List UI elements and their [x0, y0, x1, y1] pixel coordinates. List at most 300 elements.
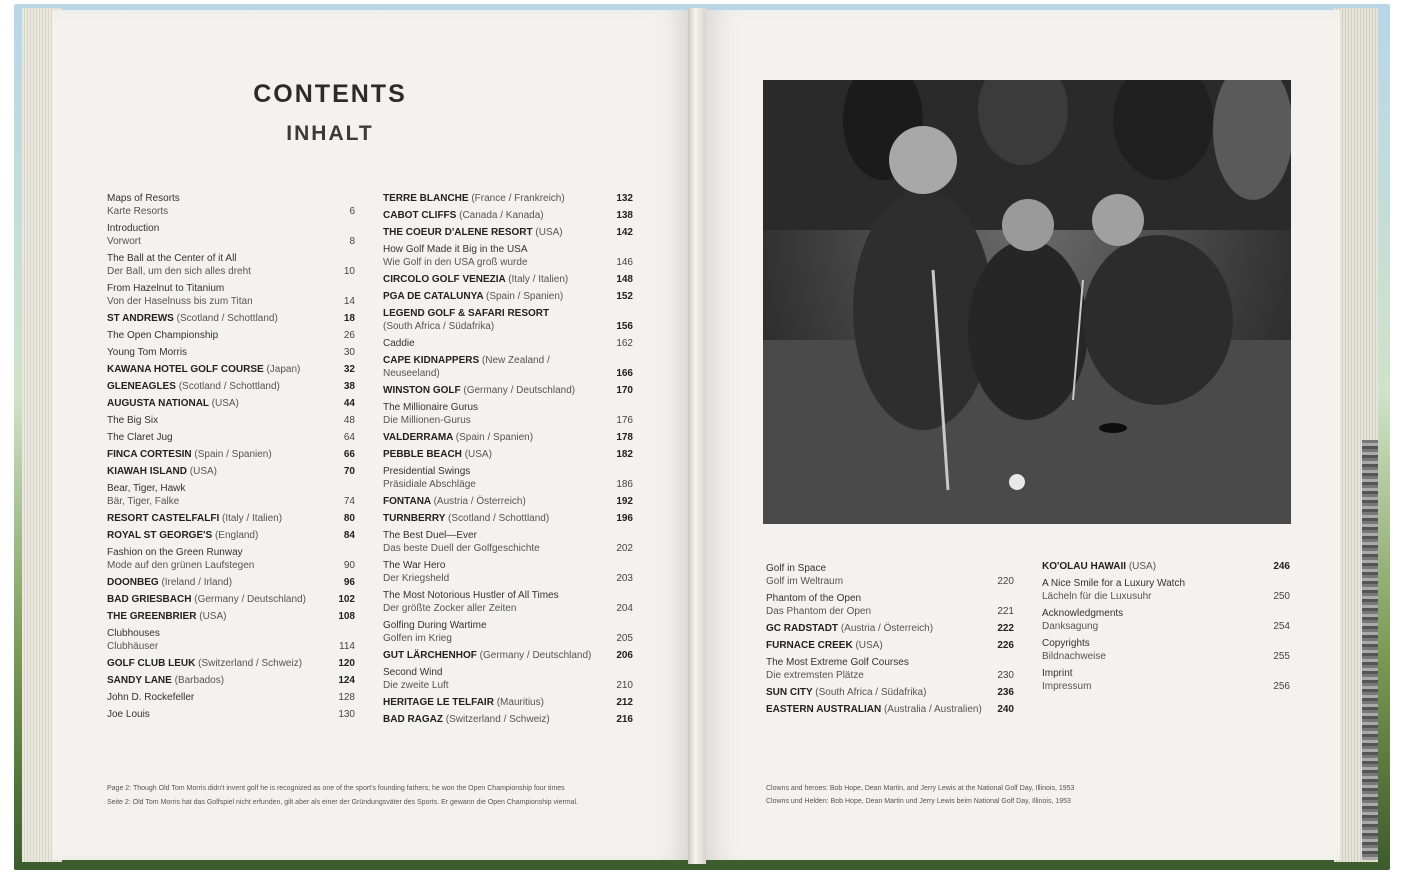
- toc-entry-title-text: Joe Louis: [107, 709, 150, 720]
- toc-page-number: 186: [616, 479, 633, 490]
- toc-entry: [1042, 577, 1290, 603]
- toc-entry-title-text: HERITAGE LE TELFAIR: [383, 697, 494, 708]
- toc-page-number: 124: [338, 675, 355, 686]
- toc-entry-title-text: The Open Championship: [107, 330, 219, 341]
- toc-entry-text: [383, 290, 633, 303]
- toc-entry-title-text: Maps of Resorts: [107, 193, 180, 204]
- toc-entry-subtitle: Der größte Zocker aller Zeiten: [383, 603, 517, 614]
- toc-entry: [107, 431, 355, 444]
- toc-entry-title: [383, 448, 601, 461]
- toc-entry: [107, 546, 355, 572]
- toc-entry-text: [383, 337, 633, 350]
- toc-entry-text: [1042, 667, 1290, 693]
- toc-entry: [1042, 560, 1290, 573]
- toc-page-number: 240: [997, 704, 1014, 715]
- toc-entry-country: (Australia / Australien): [883, 704, 982, 715]
- toc-page-number: 32: [343, 364, 355, 375]
- toc-entry-title: [383, 192, 601, 205]
- toc-entry-country: (Scotland / Schottland): [178, 381, 280, 392]
- toc-page-number: 202: [616, 543, 633, 554]
- toc-entry-country: (Spain / Spanien): [455, 432, 534, 443]
- toc-entry-title-text: TURNBERRY: [383, 513, 446, 524]
- toc-entry-country: (USA): [1128, 561, 1157, 572]
- toc-entry-text: [383, 495, 633, 508]
- toc-entry-title-text: Clubhouses: [107, 628, 160, 639]
- toc-entry-country: (Germany / Deutschland): [463, 385, 576, 396]
- toc-entry: [1042, 667, 1290, 693]
- toc-entry-country: (Japan): [266, 364, 301, 375]
- toc-entry-country: (USA): [199, 611, 227, 622]
- toc-entry-text: [766, 592, 1014, 618]
- toc-entry-subtitle: Der Ball, um den sich alles dreht: [107, 266, 251, 277]
- toc-page-number: 128: [338, 692, 355, 703]
- toc-entry: [766, 656, 1014, 682]
- toc-entry-text: [107, 346, 355, 359]
- toc-entry-title: [766, 656, 982, 669]
- toc-entry: [107, 222, 355, 248]
- toc-entry-country: (Ireland / Irland): [161, 577, 233, 588]
- toc-entry-title-text: KO'OLAU HAWAII: [1042, 561, 1127, 572]
- toc-page-number: 166: [616, 368, 633, 379]
- toc-entry-title: [107, 627, 323, 640]
- toc-entry-text: [383, 559, 633, 585]
- toc-entry: [766, 562, 1014, 588]
- toc-entry: [383, 589, 633, 615]
- toc-entry: [766, 592, 1014, 618]
- toc-entry: [107, 397, 355, 410]
- inhalt-title: INHALT: [286, 122, 374, 145]
- toc-entry-title-text: BAD GRIESBACH: [107, 594, 192, 605]
- toc-entry-text: [107, 674, 355, 687]
- toc-column-3: [766, 562, 1014, 720]
- toc-entry-title: [107, 312, 323, 325]
- toc-entry-country: (USA): [189, 466, 218, 477]
- toc-entry-subtitle: Wie Golf in den USA groß wurde: [383, 257, 528, 268]
- toc-entry-title-text: The War Hero: [383, 560, 446, 571]
- toc-page-number: 138: [616, 210, 633, 221]
- toc-entry: [383, 401, 633, 427]
- toc-entry-title: [107, 329, 323, 342]
- toc-entry-title: [107, 363, 323, 376]
- toc-entry-title: [107, 222, 323, 235]
- toc-entry-title-text: FONTANA: [383, 496, 431, 507]
- toc-entry: [107, 482, 355, 508]
- toc-page-number: 142: [616, 227, 633, 238]
- toc-page-number: 132: [616, 193, 633, 204]
- book-spine: [688, 8, 706, 864]
- toc-page-number: 222: [997, 623, 1014, 634]
- toc-entry-text: [107, 465, 355, 478]
- toc-entry-text: [383, 649, 633, 662]
- toc-page-number: 90: [343, 560, 355, 571]
- toc-entry: [383, 713, 633, 726]
- toc-entry-text: [1042, 577, 1290, 603]
- toc-entry-text: [383, 431, 633, 444]
- left-caption-en: Page 2: Though Old Tom Morris didn't invent golf he is recognized as one of the sport's founding fathers; he won the Open Championship four times: [107, 785, 565, 792]
- toc-page-number: 204: [616, 603, 633, 614]
- toc-entry-text: [107, 312, 355, 325]
- toc-entry: [383, 619, 633, 645]
- toc-entry: [107, 610, 355, 623]
- toc-entry-subtitle: (South Africa / Südafrika): [383, 321, 495, 332]
- toc-entry: [1042, 637, 1290, 663]
- toc-entry-subtitle: Mode auf den grünen Laufstegen: [107, 560, 255, 571]
- toc-entry-title-text: Imprint: [1042, 668, 1073, 679]
- toc-entry-title-text: CABOT CLIFFS: [383, 210, 457, 221]
- toc-page-number: 220: [997, 576, 1014, 587]
- toc-entry-text: [107, 252, 355, 278]
- toc-entry-text: [1042, 637, 1290, 663]
- toc-entry-subtitle: Danksagung: [1042, 621, 1099, 632]
- toc-page-number: 156: [616, 321, 633, 332]
- toc-page-number: 146: [616, 257, 633, 268]
- toc-entry-country: (England): [214, 530, 259, 541]
- toc-entry-country: (USA): [535, 227, 563, 238]
- toc-page-number: 212: [616, 697, 633, 708]
- toc-entry-text: [383, 307, 633, 333]
- toc-entry-title-text: KIAWAH ISLAND: [107, 466, 187, 477]
- toc-entry-text: [107, 708, 355, 721]
- toc-entry-text: [383, 192, 633, 205]
- toc-page-number: 74: [343, 496, 355, 507]
- toc-entry-subtitle: Clubhäuser: [107, 641, 159, 652]
- toc-entry-title: [1042, 607, 1258, 620]
- toc-entry-title: [107, 674, 323, 687]
- toc-entry: [107, 674, 355, 687]
- toc-page-number: 178: [616, 432, 633, 443]
- toc-entry-country: (Austria / Österreich): [840, 623, 934, 634]
- toc-entry: [107, 346, 355, 359]
- toc-entry-text: [383, 401, 633, 427]
- toc-page-number: 236: [997, 687, 1014, 698]
- toc-entry-title-text: Presidential Swings: [383, 466, 471, 477]
- toc-entry-title: [383, 589, 601, 602]
- toc-entry-title: [107, 482, 323, 495]
- toc-entry-title: [107, 691, 323, 704]
- toc-entry-country: (Mauritius): [496, 697, 544, 708]
- toc-page-number: 14: [343, 296, 355, 307]
- toc-entry-text: [766, 639, 1014, 652]
- toc-entry-country: (Germany / Deutschland): [194, 594, 306, 605]
- toc-entry: [383, 273, 633, 286]
- toc-page-number: 176: [616, 415, 633, 426]
- toc-entry-title-text: The Most Notorious Hustler of All Times: [383, 590, 559, 601]
- toc-entry-text: [107, 380, 355, 393]
- toc-page-number: 120: [338, 658, 355, 669]
- toc-entry-title: [383, 465, 601, 478]
- toc-entry-subtitle: Die extremsten Plätze: [766, 670, 864, 681]
- toc-entry-text: [383, 226, 633, 239]
- toc-entry-title-text: From Hazelnut to Titanium: [107, 283, 225, 294]
- toc-entry-title-text: DOONBEG: [107, 577, 159, 588]
- toc-entry-subtitle: Präsidiale Abschläge: [383, 479, 476, 490]
- toc-page-number: 182: [616, 449, 633, 460]
- toc-entry-title: [383, 495, 601, 508]
- toc-entry: [383, 696, 633, 709]
- toc-entry-country: (Spain / Spanien): [485, 291, 564, 302]
- toc-entry-country: (Scotland / Schottland): [448, 513, 550, 524]
- toc-entry-country: (Spain / Spanien): [194, 449, 272, 460]
- toc-page-number: 255: [1273, 651, 1290, 662]
- toc-entry-title: [383, 290, 601, 303]
- toc-entry-title: [107, 414, 323, 427]
- toc-entry: [1042, 607, 1290, 633]
- toc-entry-title: [1042, 667, 1258, 680]
- toc-entry-title: [107, 397, 323, 410]
- toc-page-number: 162: [616, 338, 633, 349]
- toc-entry-text: [383, 589, 633, 615]
- toc-entry-text: [107, 414, 355, 427]
- toc-entry: [766, 622, 1014, 635]
- toc-page-number: 210: [616, 680, 633, 691]
- toc-page-number: 130: [338, 709, 355, 720]
- toc-entry-text: [107, 431, 355, 444]
- toc-entry-title: [383, 401, 601, 414]
- toc-page-number: 170: [616, 385, 633, 396]
- toc-entry-title-text: AUGUSTA NATIONAL: [107, 398, 209, 409]
- toc-entry-title-text: FURNACE CREEK: [766, 640, 853, 651]
- toc-page-number: 6: [349, 206, 355, 217]
- right-caption-en: Clowns and heroes: Bob Hope, Dean Martin, and Jerry Lewis at the National Golf Day, Illinois, 1953: [766, 785, 1075, 792]
- toc-entry-title: [766, 686, 982, 699]
- toc-entry-title: [107, 465, 323, 478]
- toc-entry-title-text: RESORT CASTELFALFI: [107, 513, 220, 524]
- toc-entry-title-text: Acknowledgments: [1042, 608, 1124, 619]
- toc-entry: [383, 559, 633, 585]
- toc-entry-title: [107, 593, 323, 606]
- toc-page-number: 152: [616, 291, 633, 302]
- toc-entry: [107, 593, 355, 606]
- toc-entry-title-text: Fashion on the Green Runway: [107, 547, 243, 558]
- toc-entry-text: [383, 209, 633, 222]
- toc-entry: [107, 363, 355, 376]
- toc-entry: [107, 529, 355, 542]
- toc-entry-country: (USA): [211, 398, 239, 409]
- toc-entry-text: [766, 703, 1014, 716]
- toc-entry-title-text: Copyrights: [1042, 638, 1090, 649]
- toc-entry-country: (Switzerland / Schweiz): [445, 714, 550, 725]
- toc-entry-title: [383, 337, 601, 350]
- toc-page-number: 230: [997, 670, 1014, 681]
- toc-entry-text: [766, 622, 1014, 635]
- toc-entry: [383, 495, 633, 508]
- toc-column-4: [1042, 560, 1290, 697]
- toc-entry-title: [107, 708, 323, 721]
- toc-page-number: 246: [1273, 561, 1290, 572]
- toc-entry-title: [107, 346, 323, 359]
- toc-entry-country: (Italy / Italien): [508, 274, 569, 285]
- toc-page-number: 254: [1273, 621, 1290, 632]
- toc-entry-country: (New Zealand / Neuseeland): [383, 355, 550, 379]
- toc-page-number: 66: [343, 449, 355, 460]
- toc-entry: [383, 384, 633, 397]
- toc-page-number: 96: [343, 577, 355, 588]
- toc-page-number: 80: [343, 513, 355, 524]
- toc-entry-subtitle: Die Millionen-Gurus: [383, 415, 471, 426]
- toc-entry: [383, 448, 633, 461]
- toc-entry-text: [107, 576, 355, 589]
- toc-entry-title: [766, 703, 982, 716]
- toc-entry-title: [107, 380, 323, 393]
- toc-entry-text: [107, 448, 355, 461]
- toc-entry-title-text: Bear, Tiger, Hawk: [107, 483, 186, 494]
- toc-entry-title-text: WINSTON GOLF: [383, 385, 461, 396]
- toc-entry: [383, 354, 633, 380]
- toc-entry-text: [1042, 560, 1290, 573]
- toc-entry-text: [383, 666, 633, 692]
- toc-entry: [766, 686, 1014, 699]
- toc-entry-text: [766, 686, 1014, 699]
- toc-entry-title-text: A Nice Smile for a Luxury Watch: [1042, 578, 1186, 589]
- toc-entry: [107, 312, 355, 325]
- toc-page-number: 148: [616, 274, 633, 285]
- toc-page-number: 102: [338, 594, 355, 605]
- toc-entry-title: [383, 307, 601, 320]
- toc-entry-title: [766, 592, 982, 605]
- toc-entry-title-text: Young Tom Morris: [107, 347, 188, 358]
- toc-entry: [107, 252, 355, 278]
- toc-entry-title: [383, 226, 601, 239]
- toc-page-number: 196: [616, 513, 633, 524]
- toc-entry-country: (Italy / Italien): [222, 513, 283, 524]
- toc-entry: [383, 337, 633, 350]
- toc-entry-title: [107, 252, 323, 265]
- toc-entry-title: [107, 192, 323, 205]
- toc-entry-subtitle: Bildnachweise: [1042, 651, 1106, 662]
- toc-entry-country: (USA): [855, 640, 883, 651]
- toc-entry-title-text: Caddie: [383, 338, 415, 349]
- toc-entry-text: [766, 656, 1014, 682]
- toc-page-number: 84: [343, 530, 355, 541]
- toc-entry-text: [107, 329, 355, 342]
- toc-entry-subtitle: Der Kriegsheld: [383, 573, 450, 584]
- toc-entry-title-text: Introduction: [107, 223, 160, 234]
- toc-entry-subtitle: Das Phantom der Open: [766, 606, 872, 617]
- toc-entry-title: [383, 512, 601, 525]
- toc-entry-country: (France / Frankreich): [471, 193, 565, 204]
- toc-entry-title: [383, 431, 601, 444]
- toc-entry-title-text: ROYAL ST GEORGE'S: [107, 530, 213, 541]
- toc-entry: [107, 691, 355, 704]
- toc-entry-title-text: THE GREENBRIER: [107, 611, 197, 622]
- toc-entry-text: [107, 512, 355, 525]
- toc-entry-title-text: CIRCOLO GOLF VENEZIA: [383, 274, 506, 285]
- toc-entry-title-text: GUT LÄRCHENHOF: [383, 650, 477, 661]
- toc-entry-title: [383, 666, 601, 679]
- toc-entry: [383, 649, 633, 662]
- toc-entry-title-text: GLENEAGLES: [107, 381, 176, 392]
- toc-entry: [383, 431, 633, 444]
- toc-page-number: 18: [343, 313, 355, 324]
- toc-entry: [766, 639, 1014, 652]
- toc-page-number: 226: [997, 640, 1014, 651]
- toc-entry-title-text: Phantom of the Open: [766, 593, 862, 604]
- toc-page-number: 48: [343, 415, 355, 426]
- toc-page-number: 114: [339, 641, 355, 652]
- right-caption-de: Clowns und Helden: Bob Hope, Dean Martin und Jerry Lewis beim National Golf Day, Illinois, 1953: [766, 798, 1071, 805]
- toc-entry-title: [766, 639, 982, 652]
- toc-entry: [107, 414, 355, 427]
- toc-entry-title-text: SUN CITY: [766, 687, 813, 698]
- toc-entry-text: [107, 482, 355, 508]
- toc-entry: [383, 290, 633, 303]
- toc-entry-title-text: VALDERRAMA: [383, 432, 453, 443]
- toc-entry-title-text: John D. Rockefeller: [107, 692, 195, 703]
- toc-entry-title-text: CAPE KIDNAPPERS: [383, 355, 480, 366]
- toc-entry-title: [383, 529, 601, 542]
- toc-entry-title-text: The Best Duel—Ever: [383, 530, 477, 541]
- toc-entry-title: [383, 243, 601, 256]
- toc-entry-subtitle: Die zweite Luft: [383, 680, 449, 691]
- toc-entry-title: [107, 282, 323, 295]
- toc-entry-country: (Switzerland / Schweiz): [198, 658, 303, 669]
- toc-entry: [766, 703, 1014, 716]
- toc-entry-title-text: GC RADSTADT: [766, 623, 839, 634]
- toc-page-number: 70: [343, 466, 355, 477]
- toc-entry-title-text: The Big Six: [107, 415, 159, 426]
- toc-page-number: 30: [343, 347, 355, 358]
- toc-entry-text: [383, 273, 633, 286]
- toc-page-number: 203: [616, 573, 633, 584]
- toc-entry: [383, 512, 633, 525]
- toc-entry-title-text: KAWANA HOTEL GOLF COURSE: [107, 364, 264, 375]
- toc-entry-subtitle: Karte Resorts: [107, 206, 169, 217]
- toc-entry: [107, 576, 355, 589]
- toc-entry-country: (Canada / Kanada): [459, 210, 544, 221]
- toc-page-number: 192: [616, 496, 633, 507]
- toc-page-number: 26: [343, 330, 355, 341]
- toc-entry: [383, 666, 633, 692]
- toc-entry-title: [107, 512, 323, 525]
- toc-entry-title-text: PEBBLE BEACH: [383, 449, 462, 460]
- toc-entry-title: [383, 619, 601, 632]
- toc-entry-text: [107, 397, 355, 410]
- toc-page-number: 205: [616, 633, 633, 644]
- toc-entry: [383, 465, 633, 491]
- toc-entry-title: [1042, 637, 1258, 650]
- toc-entry-title: [107, 448, 323, 461]
- toc-entry: [107, 627, 355, 653]
- toc-entry-title-text: EASTERN AUSTRALIAN: [766, 704, 882, 715]
- toc-entry-title: [383, 696, 601, 709]
- toc-entry-text: [107, 546, 355, 572]
- toc-page-number: 10: [343, 266, 355, 277]
- toc-entry-subtitle: Impressum: [1042, 681, 1092, 692]
- toc-entry-text: [383, 529, 633, 555]
- toc-page-number: 44: [343, 398, 355, 409]
- toc-page-number: 256: [1273, 681, 1290, 692]
- toc-entry-text: [107, 593, 355, 606]
- toc-page-number: 64: [343, 432, 355, 443]
- toc-entry-title-text: The Ball at the Center of it All: [107, 253, 237, 264]
- toc-entry-text: [107, 192, 355, 218]
- toc-entry-text: [383, 465, 633, 491]
- toc-entry-subtitle: Vorwort: [107, 236, 141, 247]
- toc-entry-title: [766, 562, 982, 575]
- toc-page-number: 250: [1273, 591, 1290, 602]
- toc-entry-title: [383, 559, 601, 572]
- toc-entry: [383, 209, 633, 222]
- toc-entry-text: [383, 384, 633, 397]
- left-caption-de: Seite 2: Old Tom Morris hat das Golfspiel nicht erfunden, gilt aber als einer der Gründungsväter des Sports. Er gewann die Open Championship viermal.: [107, 799, 579, 806]
- toc-entry-title-text: How Golf Made it Big in the USA: [383, 244, 528, 255]
- toc-entry-subtitle: Das beste Duell der Golfgeschichte: [383, 543, 540, 554]
- toc-entry-title: [1042, 577, 1258, 590]
- toc-entry-text: [383, 713, 633, 726]
- toc-entry-title-text: ST ANDREWS: [107, 313, 174, 324]
- toc-entry-text: [383, 696, 633, 709]
- toc-column-1: [107, 192, 355, 725]
